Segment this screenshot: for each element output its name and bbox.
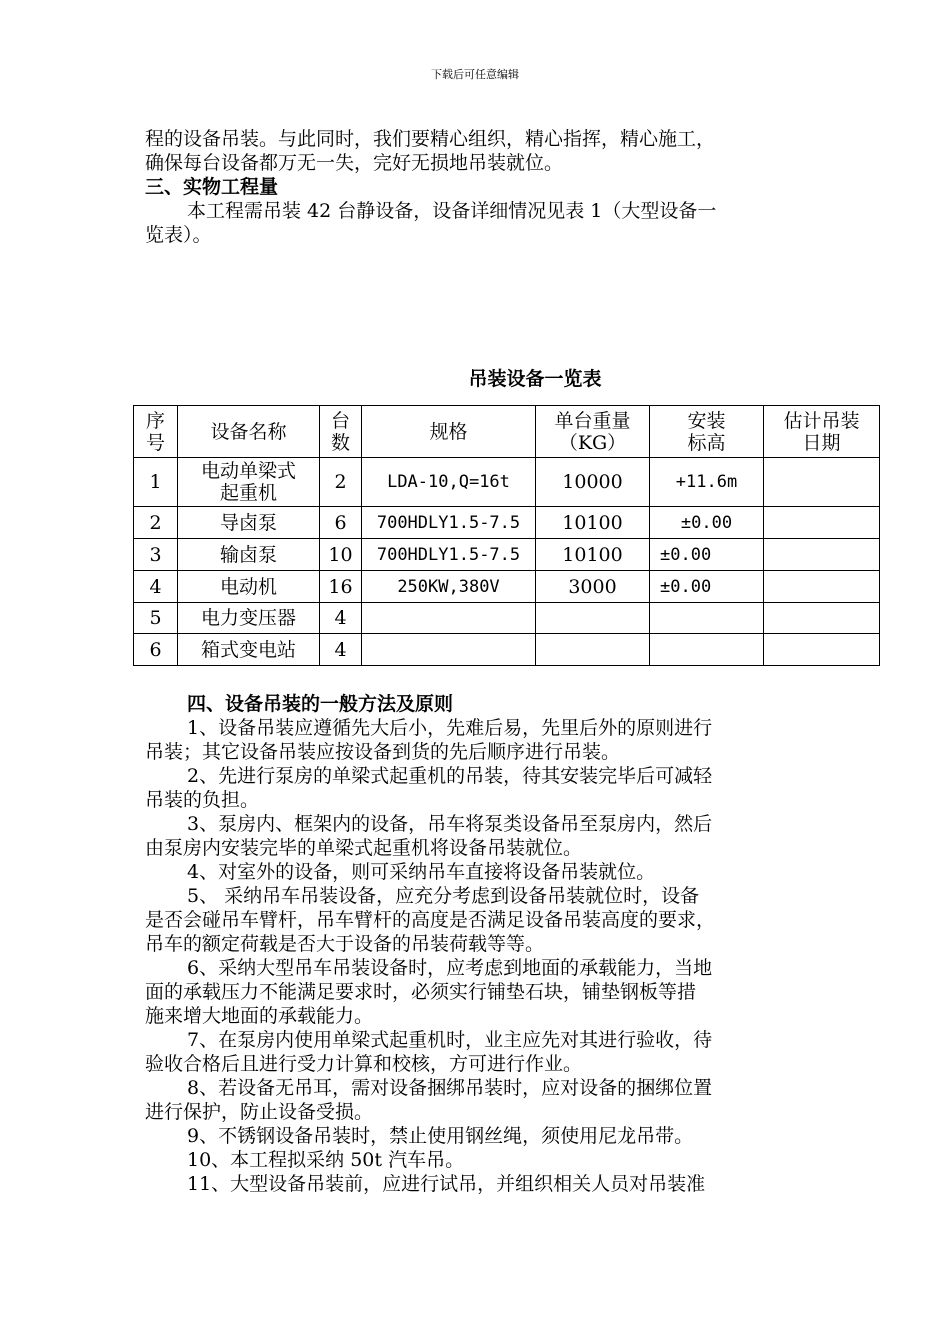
section4-paragraph-line: 验收合格后且进行受力计算和校核，方可进行作业。 — [145, 1053, 583, 1075]
table-row — [134, 507, 880, 539]
section3-line: 览表）。 — [145, 224, 212, 246]
section4-paragraph-line: 5、 采纳吊车吊装设备，应充分考虑到设备吊装就位时，设备 — [187, 885, 700, 907]
cell-no: 5 — [134, 603, 178, 634]
cell-weight — [536, 603, 650, 634]
equipment-table — [133, 405, 880, 666]
header-elevation: 安装 标高 — [650, 406, 764, 458]
cell-elevation: ±0.00 — [650, 539, 764, 571]
cell-qty: 10 — [320, 539, 362, 571]
section4-paragraph-line: 6、采纳大型吊车吊装设备时，应考虑到地面的承载能力，当地 — [187, 957, 713, 979]
cell-spec: LDA-10,Q=16t — [362, 458, 536, 507]
cell-name: 电动机 — [178, 571, 320, 603]
section4-paragraph-line: 8、若设备无吊耳，需对设备捆绑吊装时，应对设备的捆绑位置 — [187, 1077, 713, 1099]
cell-name: 电动单梁式 起重机 — [178, 458, 320, 507]
cell-weight: 10000 — [536, 458, 650, 507]
header-date: 估计吊装 日期 — [764, 406, 880, 458]
cell-elevation: ±0.00 — [650, 571, 764, 603]
header-weight: 单台重量 （KG） — [536, 406, 650, 458]
cell-spec — [362, 603, 536, 634]
section4-paragraph-line: 由泵房内安装完毕的单梁式起重机将设备吊装就位。 — [145, 837, 583, 859]
cell-no: 2 — [134, 507, 178, 539]
section4-paragraph-line: 进行保护，防止设备受损。 — [145, 1101, 374, 1123]
table-row — [134, 634, 880, 666]
cell-no: 4 — [134, 571, 178, 603]
cell-qty: 16 — [320, 571, 362, 603]
section4-heading: 四、设备吊装的一般方法及原则 — [187, 693, 454, 715]
intro-line: 程的设备吊装。与此同时，我们要精心组织，精心指挥，精心施工， — [145, 128, 716, 150]
cell-qty: 4 — [320, 634, 362, 666]
cell-weight: 10100 — [536, 507, 650, 539]
cell-date — [764, 571, 880, 603]
section3-line: 本工程需吊装 42 台静设备，设备详细情况见表 1（大型设备一 — [187, 200, 717, 222]
cell-spec: 700HDLY1.5-7.5 — [362, 539, 536, 571]
cell-spec: 250KW,380V — [362, 571, 536, 603]
cell-elevation: ±0.00 — [650, 507, 764, 539]
cell-name: 导卤泵 — [178, 507, 320, 539]
cell-name: 箱式变电站 — [178, 634, 320, 666]
section4-paragraph-line: 面的承载压力不能满足要求时，必须实行铺垫石块，铺垫钢板等措 — [145, 981, 697, 1003]
section4-block — [145, 692, 815, 1196]
table-row — [134, 603, 880, 634]
table-title: 吊装设备一览表 — [468, 368, 602, 390]
cell-weight — [536, 634, 650, 666]
section4-paragraph-line: 7、在泵房内使用单梁式起重机时，业主应先对其进行验收，待 — [187, 1029, 713, 1051]
section4-paragraphs — [145, 716, 815, 1196]
section4-paragraph-line: 2、先进行泵房的单梁式起重机的吊装，待其安装完毕后可减轻 — [187, 765, 713, 787]
intro-block — [145, 127, 815, 247]
section4-paragraph-line: 1、设备吊装应遵循先大后小，先难后易，先里后外的原则进行 — [187, 717, 713, 739]
table-header-row — [134, 406, 880, 458]
table-row — [134, 571, 880, 603]
cell-spec — [362, 634, 536, 666]
section3-heading: 三、实物工程量 — [145, 176, 279, 198]
cell-name: 输卤泵 — [178, 539, 320, 571]
section4-paragraph-line: 9、不锈钢设备吊装时，禁止使用钢丝绳，须使用尼龙吊带。 — [187, 1125, 694, 1147]
header-name: 设备名称 — [178, 406, 320, 458]
table-row — [134, 458, 880, 507]
cell-no: 6 — [134, 634, 178, 666]
header-no: 序 号 — [134, 406, 178, 458]
cell-date — [764, 603, 880, 634]
cell-spec: 700HDLY1.5-7.5 — [362, 507, 536, 539]
cell-elevation — [650, 634, 764, 666]
cell-weight: 10100 — [536, 539, 650, 571]
section4-paragraph-line: 吊装；其它设备吊装应按设备到货的先后顺序进行吊装。 — [145, 741, 621, 763]
cell-qty: 4 — [320, 603, 362, 634]
cell-date — [764, 634, 880, 666]
section4-paragraph-line: 是否会碰吊车臂杆，吊车臂杆的高度是否满足设备吊装高度的要求， — [145, 909, 716, 931]
cell-date — [764, 539, 880, 571]
table-row — [134, 539, 880, 571]
cell-elevation — [650, 603, 764, 634]
cell-qty: 2 — [320, 458, 362, 507]
section4-paragraph-line: 3、泵房内、框架内的设备，吊车将泵类设备吊至泵房内，然后 — [187, 813, 713, 835]
section4-paragraph-line: 11、大型设备吊装前，应进行试吊，并组织相关人员对吊装准 — [187, 1173, 706, 1195]
cell-qty: 6 — [320, 507, 362, 539]
cell-date — [764, 458, 880, 507]
intro-line: 确保每台设备都万无一失，完好无损地吊装就位。 — [145, 152, 564, 174]
header-qty: 台 数 — [320, 406, 362, 458]
section4-paragraph-line: 4、对室外的设备，则可采纳吊车直接将设备吊装就位。 — [187, 861, 656, 883]
cell-elevation: +11.6m — [650, 458, 764, 507]
header-spec: 规格 — [362, 406, 536, 458]
cell-name: 电力变压器 — [178, 603, 320, 634]
cell-no: 3 — [134, 539, 178, 571]
section4-paragraph-line: 施来增大地面的承载能力。 — [145, 1005, 374, 1027]
cell-no: 1 — [134, 458, 178, 507]
cell-date — [764, 507, 880, 539]
section4-paragraph-line: 吊装的负担。 — [145, 789, 260, 811]
section4-paragraph-line: 10、本工程拟采纳 50t 汽车吊。 — [187, 1149, 465, 1171]
cell-weight: 3000 — [536, 571, 650, 603]
page-header-note: 下载后可任意编辑 — [431, 68, 519, 81]
section4-paragraph-line: 吊车的额定荷载是否大于设备的吊装荷载等等。 — [145, 933, 545, 955]
